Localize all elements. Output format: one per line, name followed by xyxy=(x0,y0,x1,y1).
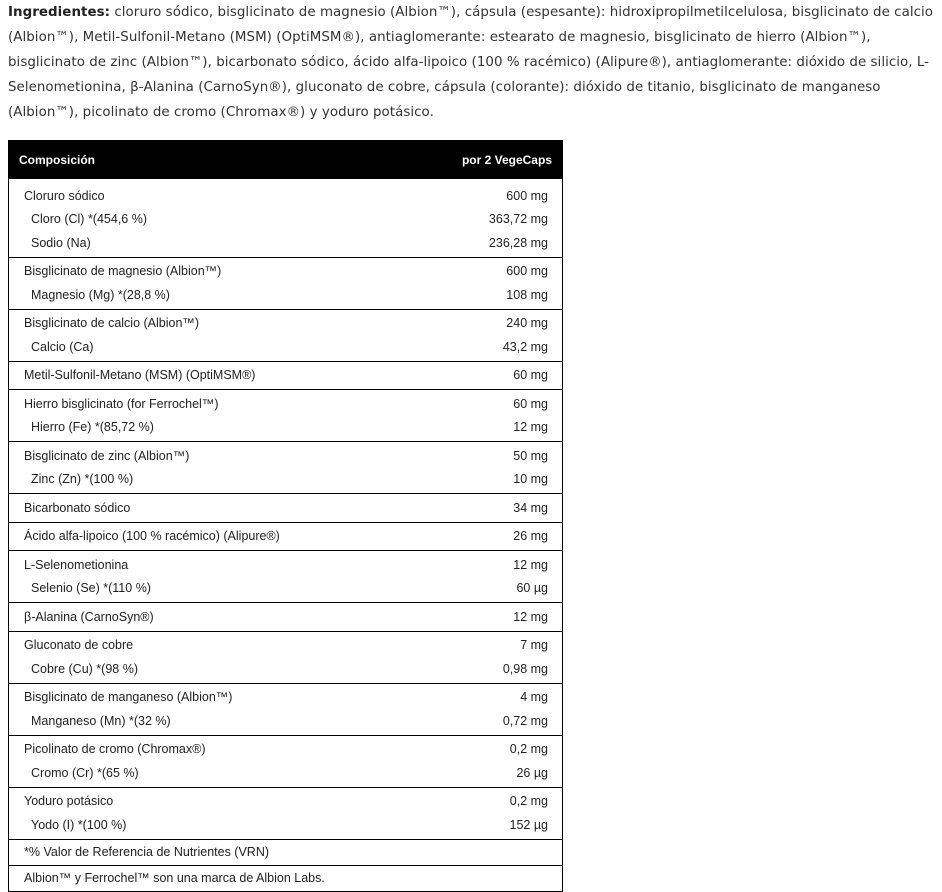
nutrient-amount: 60 mg xyxy=(513,368,548,383)
nutrient-amount: 26 µg xyxy=(516,765,548,780)
nutrient-name: Cloruro sódico xyxy=(24,188,105,203)
nutrient-name: Sodio (Na) xyxy=(31,235,91,250)
nutrient-amount: 600 mg xyxy=(506,264,548,279)
table-group xyxy=(9,550,562,602)
table-body xyxy=(9,179,562,891)
ingredients-label: Ingredientes: xyxy=(8,5,111,20)
table-row xyxy=(9,184,562,208)
nutrient-name: Cobre (Cu) *(98 %) xyxy=(31,661,138,676)
table-subrow xyxy=(9,468,562,492)
table-subrow xyxy=(9,231,562,255)
table-row xyxy=(9,496,562,520)
nutrient-name: Bisglicinato de calcio (Albion™) xyxy=(24,316,200,331)
nutrient-amount: 50 mg xyxy=(513,448,548,463)
nutrient-amount: 236,28 mg xyxy=(488,235,548,250)
nutrient-name: Cromo (Cr) *(65 %) xyxy=(31,765,139,780)
nutrient-name: Yoduro potásico xyxy=(24,794,114,809)
table-group xyxy=(9,361,562,390)
header-per-serving: por 2 VegeCaps xyxy=(461,153,552,167)
table-group xyxy=(9,683,562,735)
note-row xyxy=(9,842,562,863)
nutrient-amount: 108 mg xyxy=(506,287,548,302)
nutrient-name: Selenio (Se) *(110 %) xyxy=(31,581,151,596)
nutrient-amount: 0,2 mg xyxy=(509,742,548,757)
nutrient-amount: 12 mg xyxy=(513,609,548,624)
table-row xyxy=(9,605,562,629)
table-subrow xyxy=(9,283,562,307)
table-subrow xyxy=(9,657,562,681)
table-group xyxy=(9,735,562,787)
nutrient-name: Bicarbonato sódico xyxy=(24,500,131,515)
nutrient-amount: 600 mg xyxy=(506,188,548,203)
nutrient-name: Hierro (Fe) *(85,72 %) xyxy=(31,420,154,435)
ingredients-text: cloruro sódico, bisglicinato de magnesio (Albion™), cápsula (espesante): hidroxipropilmetilcelulosa, bisglicinato de calcio (Albion™), Metil-Sulfonil-Metano (MSM) (OptiMSM®), antiaglomerante: estearato de magnesio, bisglicinato de hierro (Albion™), bisglicinato de zinc (Albion™), bicarbonato sódico, ácido alfa-lipoico (100 % racémico) (Alipure®), antiaglomerante: dióxido de silicio, L-Selenometionina, β-Alanina (CarnoSyn®), gluconato de cobre, cápsula (colorante): dióxido de titanio, bisglicinato de manganeso (Albion™), picolinato de cromo (Chromax®) y yoduro potásico. xyxy=(8,5,934,120)
nutrient-amount: 240 mg xyxy=(506,316,548,331)
nutrient-name: Bisglicinato de magnesio (Albion™) xyxy=(24,264,222,279)
table-row xyxy=(9,686,562,710)
nutrient-amount: 60 mg xyxy=(513,396,548,411)
nutrient-name: Yodo (I) *(100 %) xyxy=(31,817,127,832)
table-row xyxy=(9,525,562,549)
nutrient-amount: 12 mg xyxy=(513,557,548,572)
table-subrow xyxy=(9,709,562,733)
nutrient-amount: 43,2 mg xyxy=(502,339,548,354)
nutrient-amount: 0,72 mg xyxy=(502,713,548,728)
table-group xyxy=(9,631,562,683)
table-subrow xyxy=(9,761,562,785)
nutrient-name: Cloro (Cl) *(454,6 %) xyxy=(31,212,148,227)
nutrient-name: Ácido alfa-lipoico (100 % racémico) (Alipure®) xyxy=(24,529,280,544)
table-row xyxy=(9,260,562,284)
nutrient-name: Metil-Sulfonil-Metano (MSM) (OptiMSM®) xyxy=(24,368,256,383)
nutrient-name: Gluconato de cobre xyxy=(24,638,134,653)
table-group xyxy=(9,441,562,493)
table-subrow xyxy=(9,577,562,601)
nutrient-amount: 0,98 mg xyxy=(502,661,548,676)
nutrient-name: L-Selenometionina xyxy=(24,557,129,572)
table-row xyxy=(9,392,562,416)
table-subrow xyxy=(9,813,562,837)
table-group xyxy=(9,309,562,361)
nutrient-name: Magnesio (Mg) *(28,8 %) xyxy=(31,287,170,302)
table-group xyxy=(9,257,562,309)
table-note xyxy=(9,839,562,865)
table-row xyxy=(9,364,562,388)
nutrient-name: Picolinato de cromo (Chromax®) xyxy=(24,742,206,757)
table-row xyxy=(9,738,562,762)
nutrient-amount: 12 mg xyxy=(513,420,548,435)
nutrient-amount: 34 mg xyxy=(513,500,548,515)
nutrient-name: Hierro bisglicinato (for Ferrochel™) xyxy=(24,396,219,411)
table-row xyxy=(9,312,562,336)
table-group xyxy=(9,389,562,441)
table-subrow xyxy=(9,208,562,232)
nutrient-amount: 152 µg xyxy=(509,817,548,832)
table-group xyxy=(9,522,562,551)
ingredients-paragraph xyxy=(8,0,938,125)
nutrient-name: Bisglicinato de manganeso (Albion™) xyxy=(24,690,233,705)
table-row xyxy=(9,444,562,468)
nutrient-amount: 7 mg xyxy=(520,638,548,653)
nutrient-amount: 363,72 mg xyxy=(488,212,548,227)
composition-table xyxy=(8,140,563,892)
nutrient-name: β-Alanina (CarnoSyn®) xyxy=(24,609,154,624)
nutrient-amount: 60 µg xyxy=(516,581,548,596)
nutrient-amount: 10 mg xyxy=(513,472,548,487)
table-header xyxy=(9,141,562,179)
table-row xyxy=(9,634,562,658)
table-subrow xyxy=(9,335,562,359)
note-text: Albion™ y Ferrochel™ son una marca de Albion Labs. xyxy=(24,871,325,885)
table-group xyxy=(9,179,562,257)
nutrient-amount: 4 mg xyxy=(520,690,548,705)
note-text: *% Valor de Referencia de Nutrientes (VRN) xyxy=(24,845,270,859)
nutrient-amount: 26 mg xyxy=(513,529,548,544)
nutrient-name: Calcio (Ca) xyxy=(31,339,94,354)
table-note xyxy=(9,865,562,891)
table-row xyxy=(9,553,562,577)
nutrient-name: Bisglicinato de zinc (Albion™) xyxy=(24,448,190,463)
nutrient-name: Zinc (Zn) *(100 %) xyxy=(31,472,134,487)
table-subrow xyxy=(9,416,562,440)
table-group xyxy=(9,602,562,631)
table-group xyxy=(9,787,562,839)
note-row xyxy=(9,868,562,889)
nutrient-amount: 0,2 mg xyxy=(509,794,548,809)
table-group xyxy=(9,493,562,522)
nutrient-name: Manganeso (Mn) *(32 %) xyxy=(31,713,171,728)
header-composition: Composición xyxy=(19,153,96,167)
table-row xyxy=(9,790,562,814)
